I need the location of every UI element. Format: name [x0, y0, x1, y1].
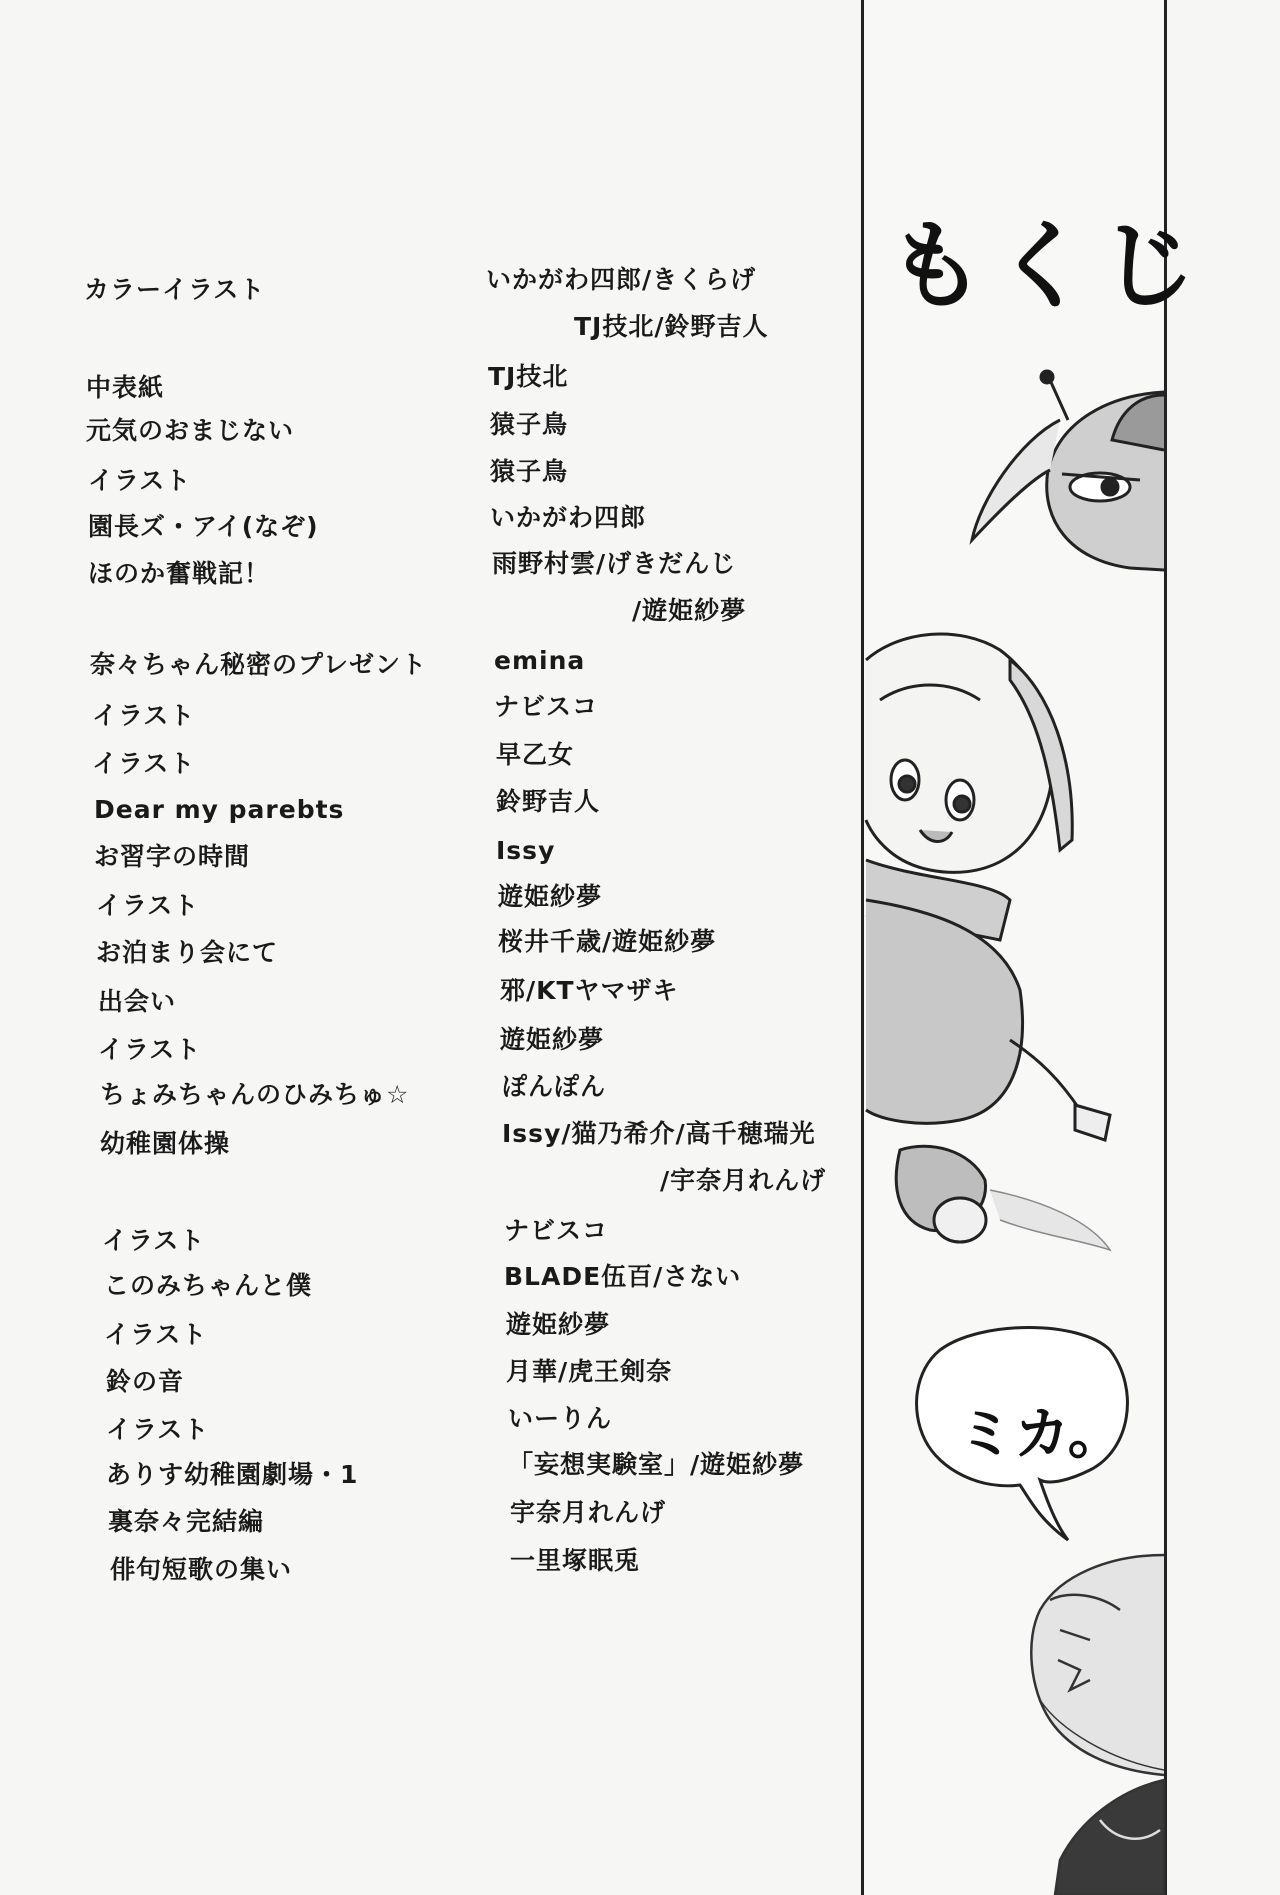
toc-author: TJ技北 [488, 362, 569, 391]
toc-author: 猿子鳥 [490, 410, 569, 439]
toc-author: 桜井千歳/遊姫紗夢 [498, 927, 717, 956]
toc-title: イラスト [88, 466, 192, 495]
toc-author: 遊姫紗夢 [506, 1310, 611, 1339]
speech-bubble-text: ミカ。 [958, 1402, 1124, 1467]
toc-author-continued: /宇奈月れんげ [660, 1166, 827, 1195]
toc-title: 園長ズ・アイ(なぞ) [88, 512, 319, 541]
toc-author: 月華/虎王剣奈 [506, 1357, 673, 1386]
old-man-sketch-illustration [1031, 1555, 1164, 1895]
toc-title: このみちゃんと僕 [104, 1271, 313, 1300]
toc-author: 遊姫紗夢 [498, 882, 603, 911]
toc-title: ほのか奮戦記！ [88, 559, 271, 588]
toc-author: Issy [496, 836, 556, 865]
girl-character-illustration [866, 634, 1110, 1250]
toc-author: BLADE伍百/さない [504, 1262, 742, 1291]
toc-author: ぽんぽん [502, 1072, 607, 1101]
toc-title: ちょみちゃんのひみちゅ☆ [100, 1080, 410, 1109]
toc-title: 奈々ちゃん秘密のプレゼント [90, 650, 428, 679]
toc-title: イラスト [104, 1320, 208, 1349]
toc-author: いーりん [508, 1404, 613, 1433]
toc-author: 猿子鳥 [490, 457, 569, 486]
toc-title: カラーイラスト [84, 275, 266, 304]
toc-title: ありす幼稚園劇場・1 [106, 1460, 359, 1489]
toc-author-continued: TJ技北/鈴野吉人 [574, 312, 769, 341]
toc-author: 宇奈月れんげ [510, 1498, 667, 1527]
toc-title: お習字の時間 [94, 842, 251, 871]
toc-author-continued: /遊姫紗夢 [632, 596, 747, 625]
toc-title: 元気のおまじない [86, 416, 295, 445]
toc-title: 幼稚園体操 [100, 1129, 231, 1158]
toc-title: 俳句短歌の集い [110, 1555, 293, 1584]
toc-title: 中表紙 [86, 373, 165, 402]
toc-title: お泊まり会にて [96, 938, 279, 967]
toc-author: 一里塚眠兎 [510, 1546, 641, 1575]
toc-title: 鈴の音 [106, 1367, 185, 1396]
toc-title: Dear my parebts [94, 795, 345, 824]
toc-title: 裏奈々完結編 [108, 1507, 265, 1536]
toc-author: 鈴野吉人 [496, 787, 601, 816]
toc-author: いかがわ四郎 [490, 503, 647, 532]
contents-heading: もくじ [888, 209, 1206, 322]
toc-author: Issy/猫乃希介/高千穂瑞光 [502, 1119, 816, 1148]
toc-author: ナビスコ [494, 692, 599, 721]
toc-author: いかがわ四郎/きくらげ [486, 265, 757, 294]
toc-author: 「妄想実験室」/遊姫紗夢 [508, 1450, 805, 1479]
toc-author: 雨野村雲/げきだんじ [492, 549, 737, 578]
toc-title: イラスト [98, 1035, 202, 1064]
toc-author: 遊姫紗夢 [500, 1025, 605, 1054]
toc-author: emina [494, 646, 586, 675]
toc-title: イラスト [102, 1226, 206, 1255]
toc-title: イラスト [96, 891, 200, 920]
toc-author: 邪/KTヤマザキ [500, 976, 679, 1005]
toc-title: イラスト [106, 1415, 210, 1444]
toc-title: イラスト [92, 749, 196, 778]
toc-title: 出会い [98, 987, 177, 1016]
toc-title: イラスト [92, 701, 196, 730]
toc-author: 早乙女 [496, 740, 575, 769]
robot-mascot-illustration [972, 371, 1164, 570]
toc-author: ナビスコ [504, 1216, 609, 1245]
